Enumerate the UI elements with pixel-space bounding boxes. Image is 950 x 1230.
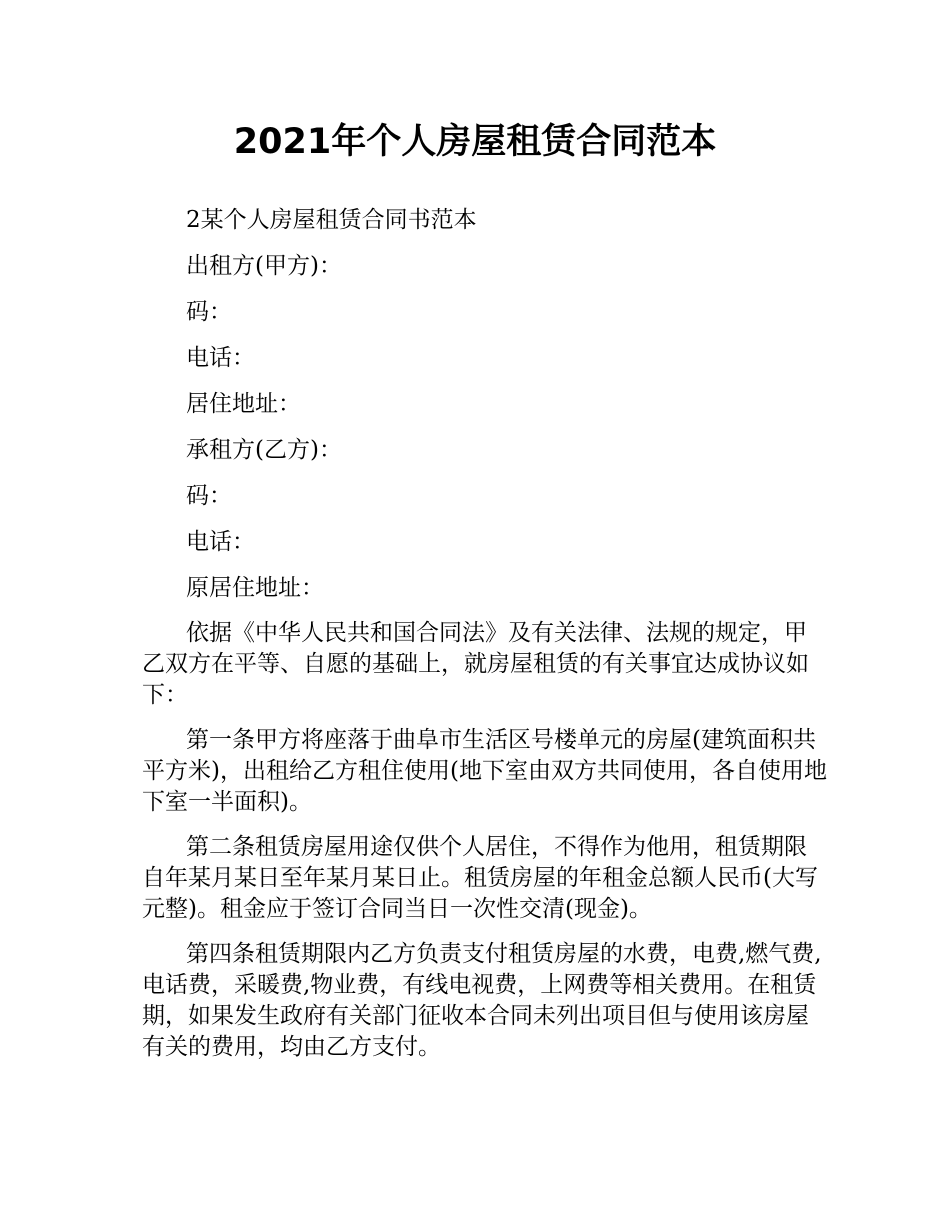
lessor-phone-label: 电话： xyxy=(186,345,255,371)
lessor-address-label: 居住地址： xyxy=(186,391,301,417)
subtitle: 2某个人房屋租赁合同书范本 xyxy=(186,207,477,233)
lessor-code-label: 码： xyxy=(186,299,232,325)
lessor-label: 出租方(甲方)： xyxy=(186,253,342,279)
paragraph-article-1: 第一条甲方将座落于曲阜市生活区号楼单元的房屋(建筑面积共平方米)，出租给乙方租住使用(地下室由双方共同使用，各自使用地下室一半面积)。 xyxy=(142,727,827,815)
document-body xyxy=(142,204,827,1077)
paragraph-preamble: 依据《中华人民共和国合同法》及有关法律、法规的规定，甲乙双方在平等、自愿的基础上，就房屋租赁的有关事宜达成协议如下： xyxy=(142,620,809,708)
paragraph-article-4: 第四条租赁期限内乙方负责支付租赁房屋的水费，电费,燃气费,电话费，采暖费,物业费，有线电视费，上网费等相关费用。在租赁期，如果发生政府有关部门征收本合同未列出项目但与使用该房屋有关的费用，均由乙方支付。 xyxy=(142,941,822,1060)
document-title: 2021年个人房屋租赁合同范本 xyxy=(233,122,717,162)
lessee-phone-label: 电话： xyxy=(186,529,255,555)
paragraph-article-2: 第二条租赁房屋用途仅供个人居住，不得作为他用，租赁期限自年某月某日至年某月某日止。租赁房屋的年租金总额人民币(大写元整)。租金应于签订合同当日一次性交清(现金)。 xyxy=(142,834,818,922)
lessee-label: 承租方(乙方)： xyxy=(186,437,342,463)
lessee-code-label: 码： xyxy=(186,483,232,509)
lessee-address-label: 原居住地址： xyxy=(186,575,324,601)
